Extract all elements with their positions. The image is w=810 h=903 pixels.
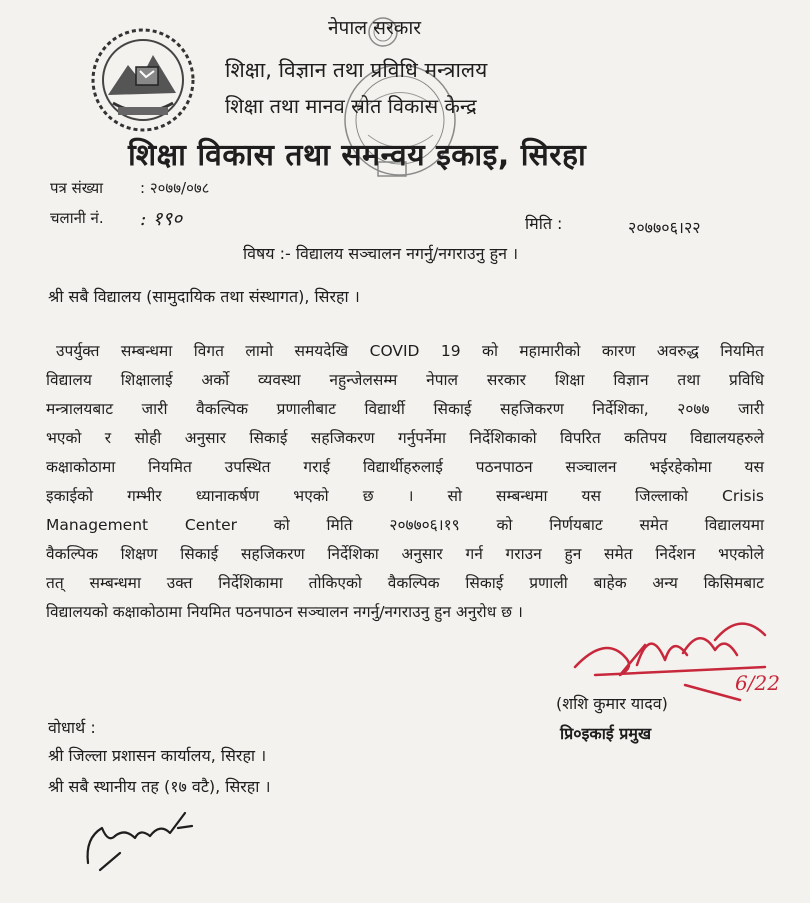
ministry-name: शिक्षा, विज्ञान तथा प्रविधि मन्त्रालय <box>225 58 488 82</box>
letter-addressee: श्री सबै विद्यालय (सामुदायिक तथा संस्थागत), सिरहा । <box>48 287 360 306</box>
signatory-name: (शशि कुमार यादव) <box>556 694 668 713</box>
cc-item: श्री सबै स्थानीय तह (१७ वटै), सिरहा । <box>48 777 271 796</box>
cc-label: वोधार्थ : <box>48 718 96 737</box>
nepal-emblem-icon <box>88 25 198 135</box>
body-line: तत् सम्बन्धमा उक्त निर्देशिकामा तोकिएको वैकल्पिक सिकाई प्रणाली बाहेक अन्य किसिमबाट <box>46 574 764 592</box>
cc-item: श्री जिल्ला प्रशासन कार्यालय, सिरहा । <box>48 746 267 765</box>
body-line: वैकल्पिक शिक्षण सिकाई सहजिकरण निर्देशिका अनुसार गर्न गराउन हुन समेत निर्देशन भएकोले <box>46 545 764 563</box>
body-line: उपर्युक्त सम्बन्धमा विगत लामो समयदेखि COVID 19 को महामारीको कारण अवरुद्ध नियमित <box>56 342 764 360</box>
body-line: विद्यालय शिक्षालाई अर्को व्यवस्था नहुन्जेलसम्म नेपाल सरकार शिक्षा विज्ञान तथा प्रविधि <box>46 371 764 389</box>
body-line: विद्यालयको कक्षाकोठामा नियमित पठनपाठन सञ्चालन नगर्नु/नगराउनु हुन अनुरोध छ । <box>46 603 523 621</box>
reference-label: पत्र संख्या <box>50 179 104 197</box>
body-line: मन्त्रालयबाट जारी वैकल्पिक प्रणालीबाट विद्यार्थी सिकाई सहजिकरण निर्देशिका, २०७७ जारी <box>46 400 764 418</box>
government-name: नेपाल सरकार <box>328 17 422 39</box>
body-line: भएको र सोही अनुसार सिकाई सहजिकरण गर्नुपर्नेमा निर्देशिकाको विपरित कतिपय विद्यालयहरुले <box>46 429 764 447</box>
reference-number: : २०७७/०७८ <box>140 179 210 197</box>
dispatch-number: : १९० <box>140 208 183 230</box>
black-initial-signature <box>80 798 210 878</box>
letter-subject: विषय :- विद्यालय सञ्चालन नगर्नु/नगराउनु हुन । <box>243 244 519 263</box>
date-label: मिति : <box>525 214 563 233</box>
letter-body <box>46 337 764 627</box>
unit-title: शिक्षा विकास तथा समन्वय इकाइ, सिरहा <box>128 138 587 173</box>
letter-date: २०७७०६।२२ <box>628 218 701 237</box>
body-line: इकाईको गम्भीर ध्यानाकर्षण भएको छ । सो सम्बन्धमा यस जिल्लाको Crisis <box>46 487 764 505</box>
signatory-title: प्रि०इकाई प्रमुख <box>560 724 652 743</box>
sign-date: 6/22 <box>735 671 780 695</box>
body-line: Management Center को मिति २०७७०६।१९ को निर्णयबाट समेत विद्यालयमा <box>46 516 764 534</box>
dispatch-label: चलानी नं. <box>50 209 104 227</box>
center-name: शिक्षा तथा मानव स्रोत विकास केन्द्र <box>225 94 477 118</box>
body-line: कक्षाकोठामा नियमित उपस्थित गराई विद्यार्थीहरुलाई पठनपाठन सञ्चालन भईरहेकोमा यस <box>46 458 764 476</box>
